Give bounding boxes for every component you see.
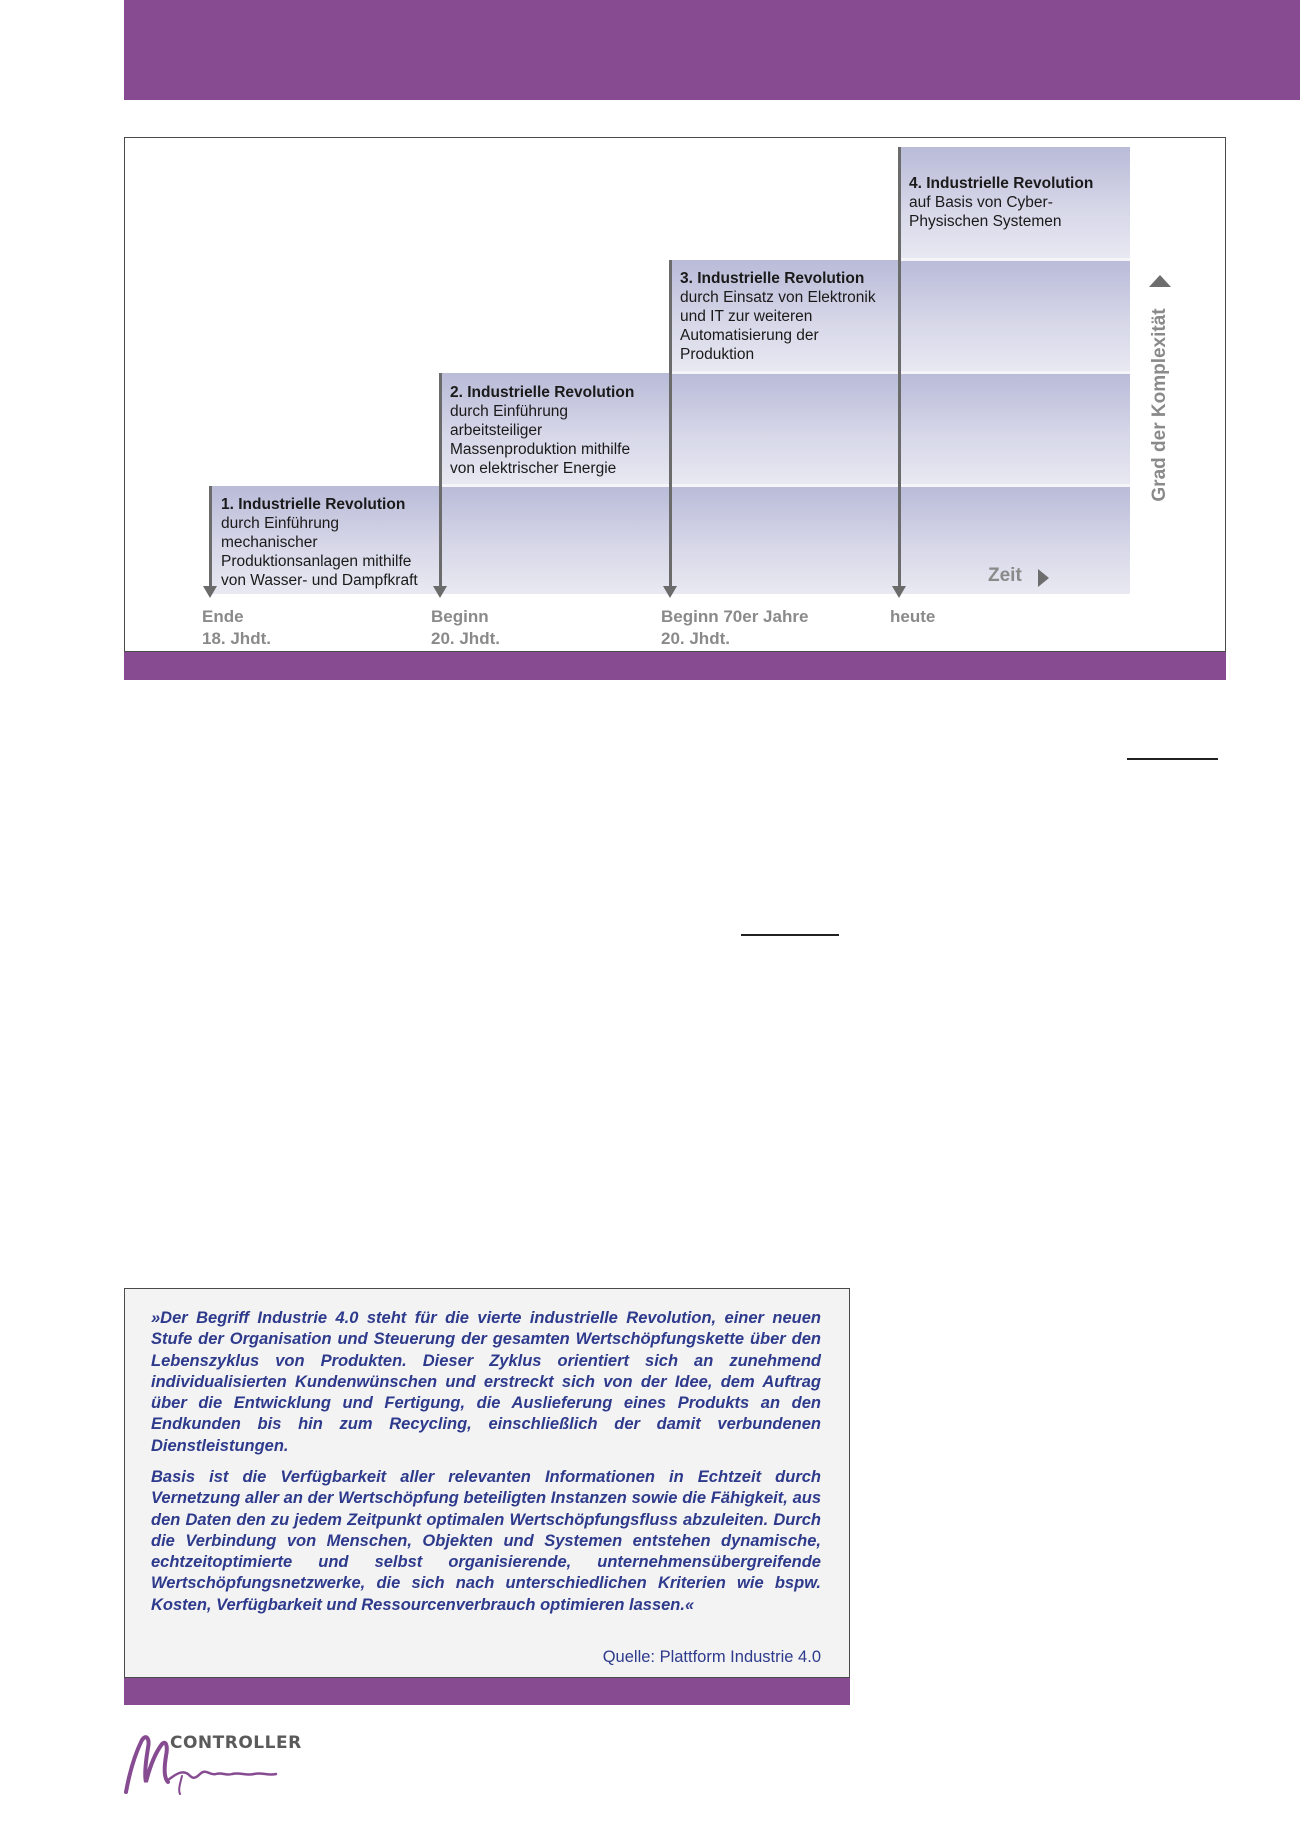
triangle-right-icon [1038,569,1049,587]
step-desc-line: durch Einführung [221,515,340,532]
step-title: 2. Industrielle Revolution [450,384,635,401]
step-desc-line: von Wasser- und Dampfkraft [221,572,418,589]
time-label-line: 18. Jhdt. [202,629,271,648]
text-rule [1127,758,1218,760]
step-3-label [680,269,876,364]
arrow-down-icon [203,586,217,598]
arrow-down-icon [663,586,677,598]
logo-word: CONTROLLER [170,1733,302,1753]
time-label-4 [890,606,935,628]
controller-magazin-logo [122,1730,302,1800]
arrow-line-4 [898,147,901,586]
step-desc-line: und IT zur weiteren [680,308,813,325]
time-label-line: 20. Jhdt. [661,629,730,648]
arrow-line-1 [209,486,212,586]
figure-footer-band [124,652,1226,680]
step-title: 1. Industrielle Revolution [221,496,406,513]
time-label-line: heute [890,607,936,626]
level-divider [899,258,1130,261]
step-desc-line: auf Basis von Cyber- [909,194,1053,211]
step-title: 4. Industrielle Revolution [909,175,1094,192]
step-desc-line: Produktion [680,346,755,363]
step-desc-line: Produktionsanlagen mithilfe [221,553,412,570]
time-label-line: Beginn 70er Jahre [661,607,809,626]
time-label-1 [202,606,271,650]
time-label-line: 20. Jhdt. [431,629,500,648]
quote-footer-band [124,1678,850,1705]
time-label-line: Ende [202,607,244,626]
quote-paragraph-1: »Der Begriff Industrie 4.0 steht für die vierte industrielle Revolution, einer neuen Stufe der Organisation und Steuerung der gesamten Wertschöpfungskette über den Lebenszyklus von Produkten. Dieser Zyklus orientiert sich an zunehmend individualisierten Kundenwünschen und erstreckt sich von der Idee, dem Auftrag über die Entwicklung und Fertigung, die Auslieferung eines Produkts an den Endkunden bis hin zum Recycling, einschließlich der damit verbundenen Dienstleistungen. [151,1309,821,1455]
step-1-label [221,495,418,590]
arrow-line-3 [669,260,672,586]
step-desc-line: arbeitsteiliger [450,422,543,439]
step-title: 3. Industrielle Revolution [680,270,865,287]
step-desc-line: von elektrischer Energie [450,460,617,477]
y-axis-label-wrap [1147,300,1173,510]
header-band [124,0,1300,100]
x-axis-label: Zeit [988,565,1022,586]
quote-source: Quelle: Plattform Industrie 4.0 [602,1648,821,1666]
step-desc-line: durch Einführung [450,403,569,420]
triangle-up-icon [1149,275,1171,287]
step-2-label [450,383,634,478]
y-axis-label: Grad der Komplexität [1149,308,1170,502]
time-label-3 [661,606,808,650]
step-desc-line: Automatisierung der [680,327,819,344]
quote-paragraph-2: Basis ist die Verfügbarkeit aller relevanten Informationen in Echtzeit durch Vernetzung aller an der Wertschöpfung beteiligten Instanzen sowie die Fähigkeit, aus den Daten den zu jedem Zeitpunkt optimalen Wertschöpfungsfluss abzuleiten. Durch die Verbindung von Menschen, Objekten und Systemen entstehen dynamische, echtzeitoptimierte und selbst organisierende, unternehmensübergreifende Wertschöpfungsnetzwerke, die sich nach unterschiedlichen Kriterien wie bspw. Kosten, Verfügbarkeit und Ressourcenverbrauch optimieren lassen.« [151,1468,821,1614]
arrow-line-2 [439,373,442,586]
step-desc-line: Massenproduktion mithilfe [450,441,631,458]
level-divider [440,484,1130,487]
arrow-down-icon [433,586,447,598]
time-label-2 [431,606,500,650]
arrow-down-icon [892,586,906,598]
step-desc-line: mechanischer [221,534,318,551]
time-label-line: Beginn [431,607,489,626]
step-desc-line: Physischen Systemen [909,213,1062,230]
text-rule [741,934,839,936]
step-desc-line: durch Einsatz von Elektronik [680,289,876,306]
step-4-label [909,174,1093,231]
